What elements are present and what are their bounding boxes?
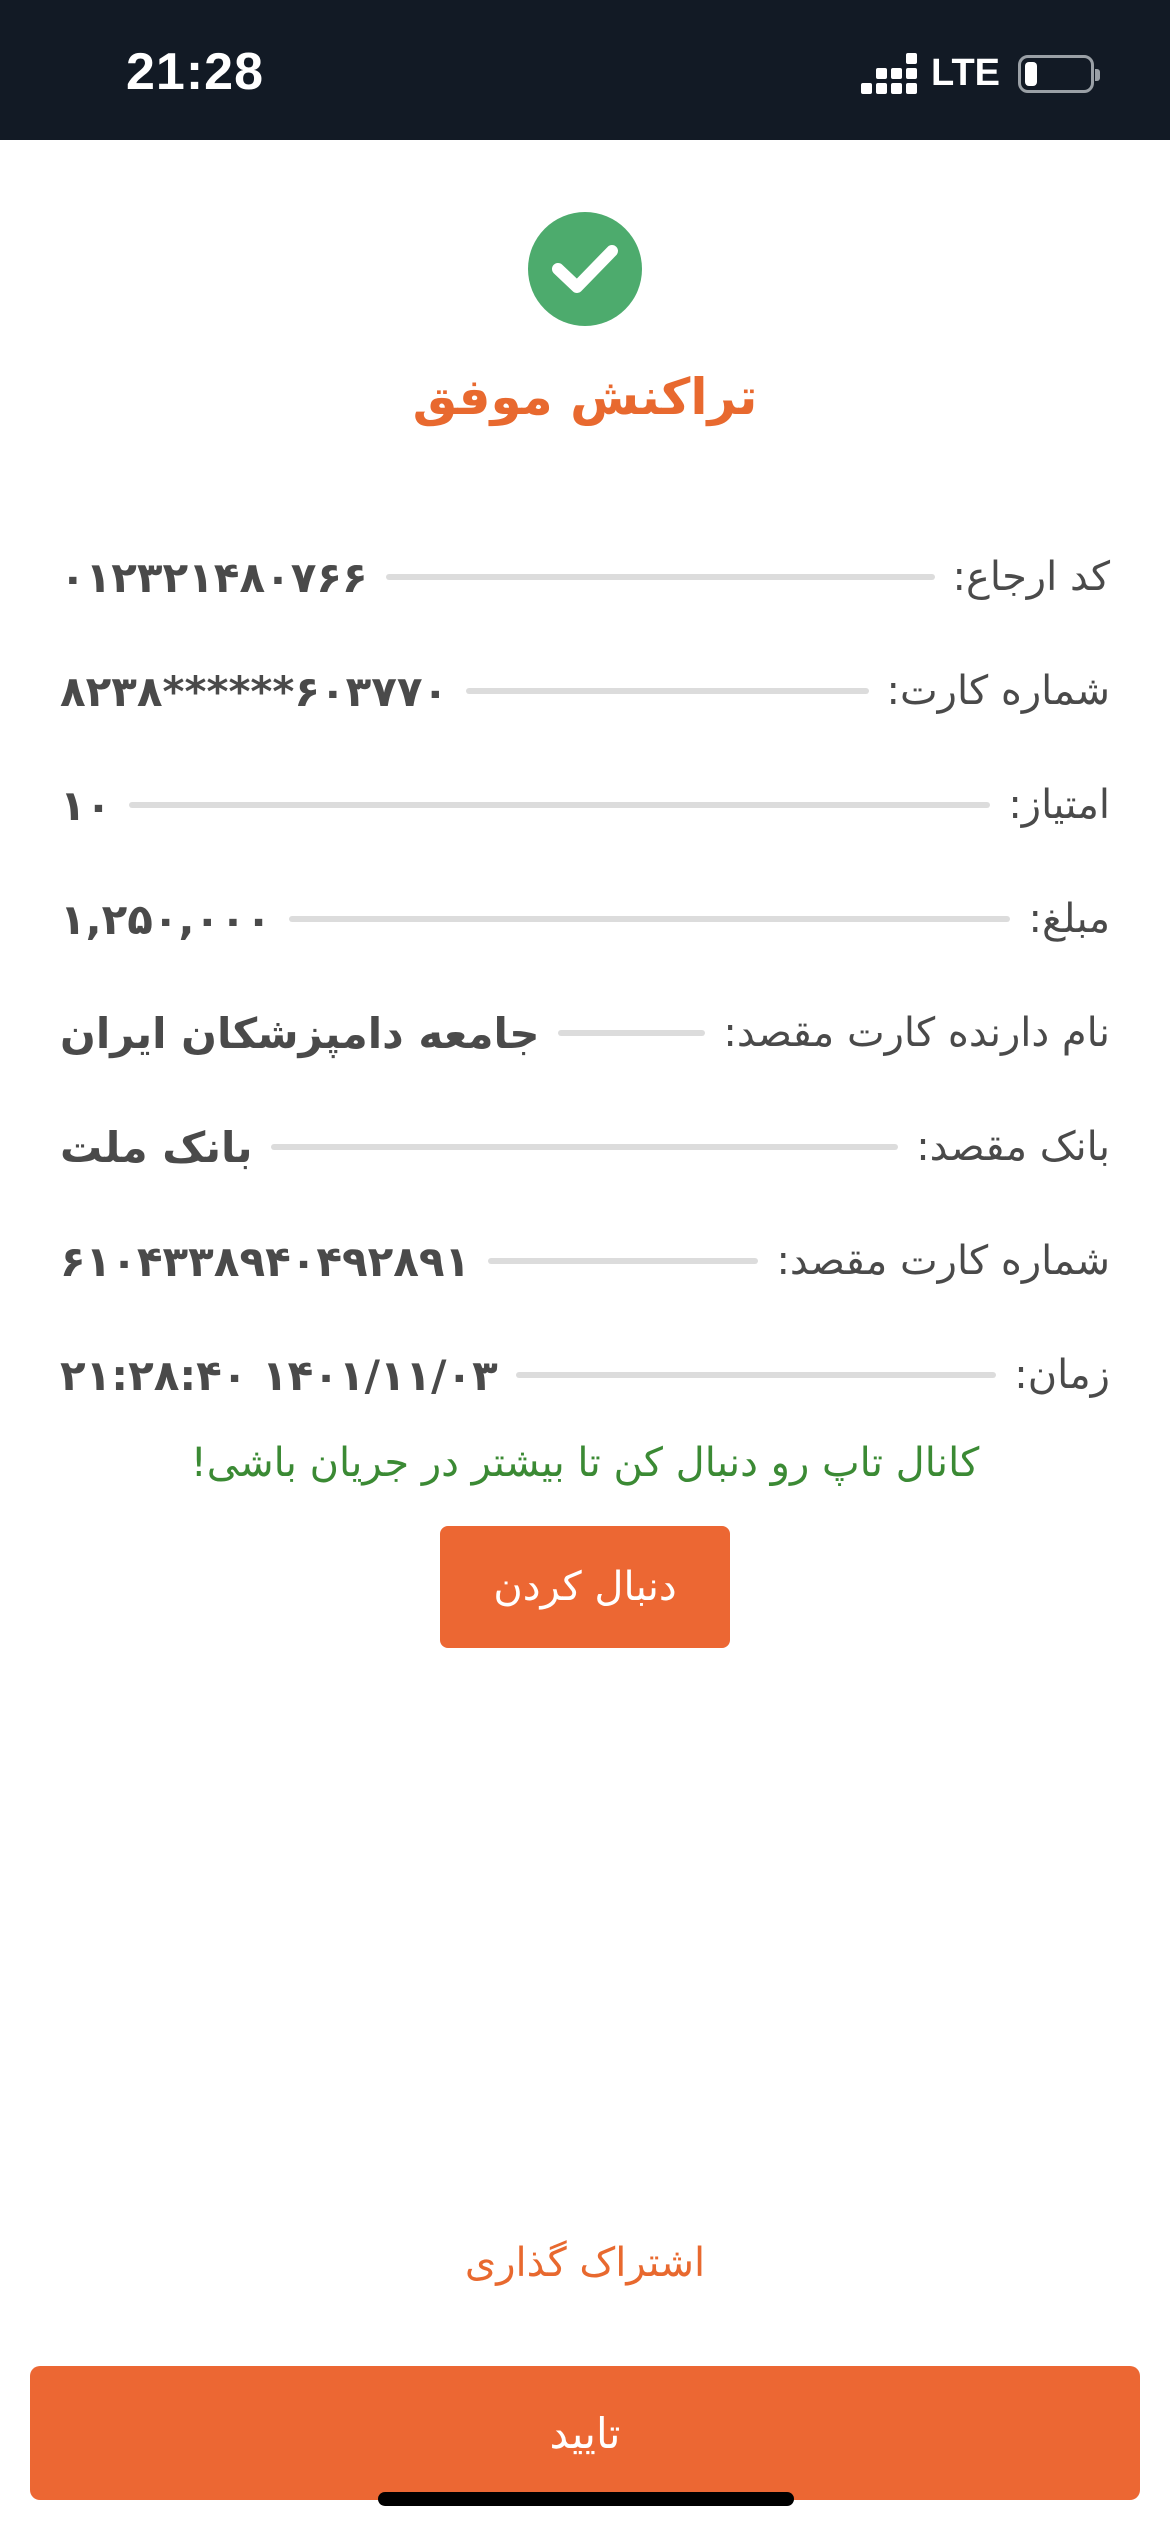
signal-icon [861,53,917,94]
divider [386,574,935,580]
detail-value: ۰۱۲۳۲۱۴۸۰۷۶۶ [60,552,368,602]
divider [516,1372,996,1378]
detail-value: ۶۱۰۴۳۳۸۹۴۰۴۹۲۸۹۱ [60,1236,471,1286]
confirm-button[interactable]: تایید [30,2366,1140,2500]
detail-label: امتیاز: [1008,782,1110,828]
detail-value: بانک ملت [60,1122,253,1172]
detail-row-reference [60,520,1110,634]
divider [466,688,868,694]
detail-value: ۱۰ [60,780,112,830]
detail-value: ۱,۲۵۰,۰۰۰ [60,894,272,944]
status-bar [0,0,1170,140]
detail-row-destination-card [60,1204,1110,1318]
detail-row-time [60,1318,1110,1432]
detail-row-card-number [60,634,1110,748]
share-link[interactable]: اشتراک گذاری [464,2240,706,2286]
detail-label: زمان: [1014,1352,1110,1398]
detail-label: نام دارنده کارت مقصد: [723,1010,1110,1056]
divider [129,802,990,808]
detail-row-destination-bank [60,1090,1110,1204]
status-indicators [861,52,1094,95]
divider [558,1030,706,1036]
battery-icon [1018,55,1094,93]
follow-button[interactable]: دنبال کردن [440,1526,730,1648]
detail-label: مبلغ: [1028,896,1110,942]
home-indicator[interactable] [378,2492,794,2506]
detail-value: ۶۰۳۷۷۰******۸۲۳۸ [60,666,449,716]
detail-row-recipient-name [60,976,1110,1090]
detail-value: جامعه دامپزشکان ایران [60,1008,540,1058]
follow-channel-text: کانال تاپ رو دنبال کن تا بیشتر در جریان باشی! [190,1440,980,1486]
divider [488,1258,758,1264]
detail-label: بانک مقصد: [916,1124,1110,1170]
detail-label: شماره کارت مقصد: [776,1238,1110,1284]
divider [271,1144,899,1150]
page-title: تراکنش موفق [412,368,758,426]
transaction-details [60,520,1110,1432]
detail-row-points [60,748,1110,862]
check-circle-icon [528,212,642,326]
status-time: 21:28 [126,43,264,101]
detail-value: ۱۴۰۱/۱۱/۰۳ ۲۱:۲۸:۴۰ [60,1350,498,1400]
divider [289,916,1010,922]
detail-label: شماره کارت: [886,668,1110,714]
detail-label: کد ارجاع: [952,554,1110,600]
detail-row-amount [60,862,1110,976]
network-type: LTE [931,52,1000,94]
